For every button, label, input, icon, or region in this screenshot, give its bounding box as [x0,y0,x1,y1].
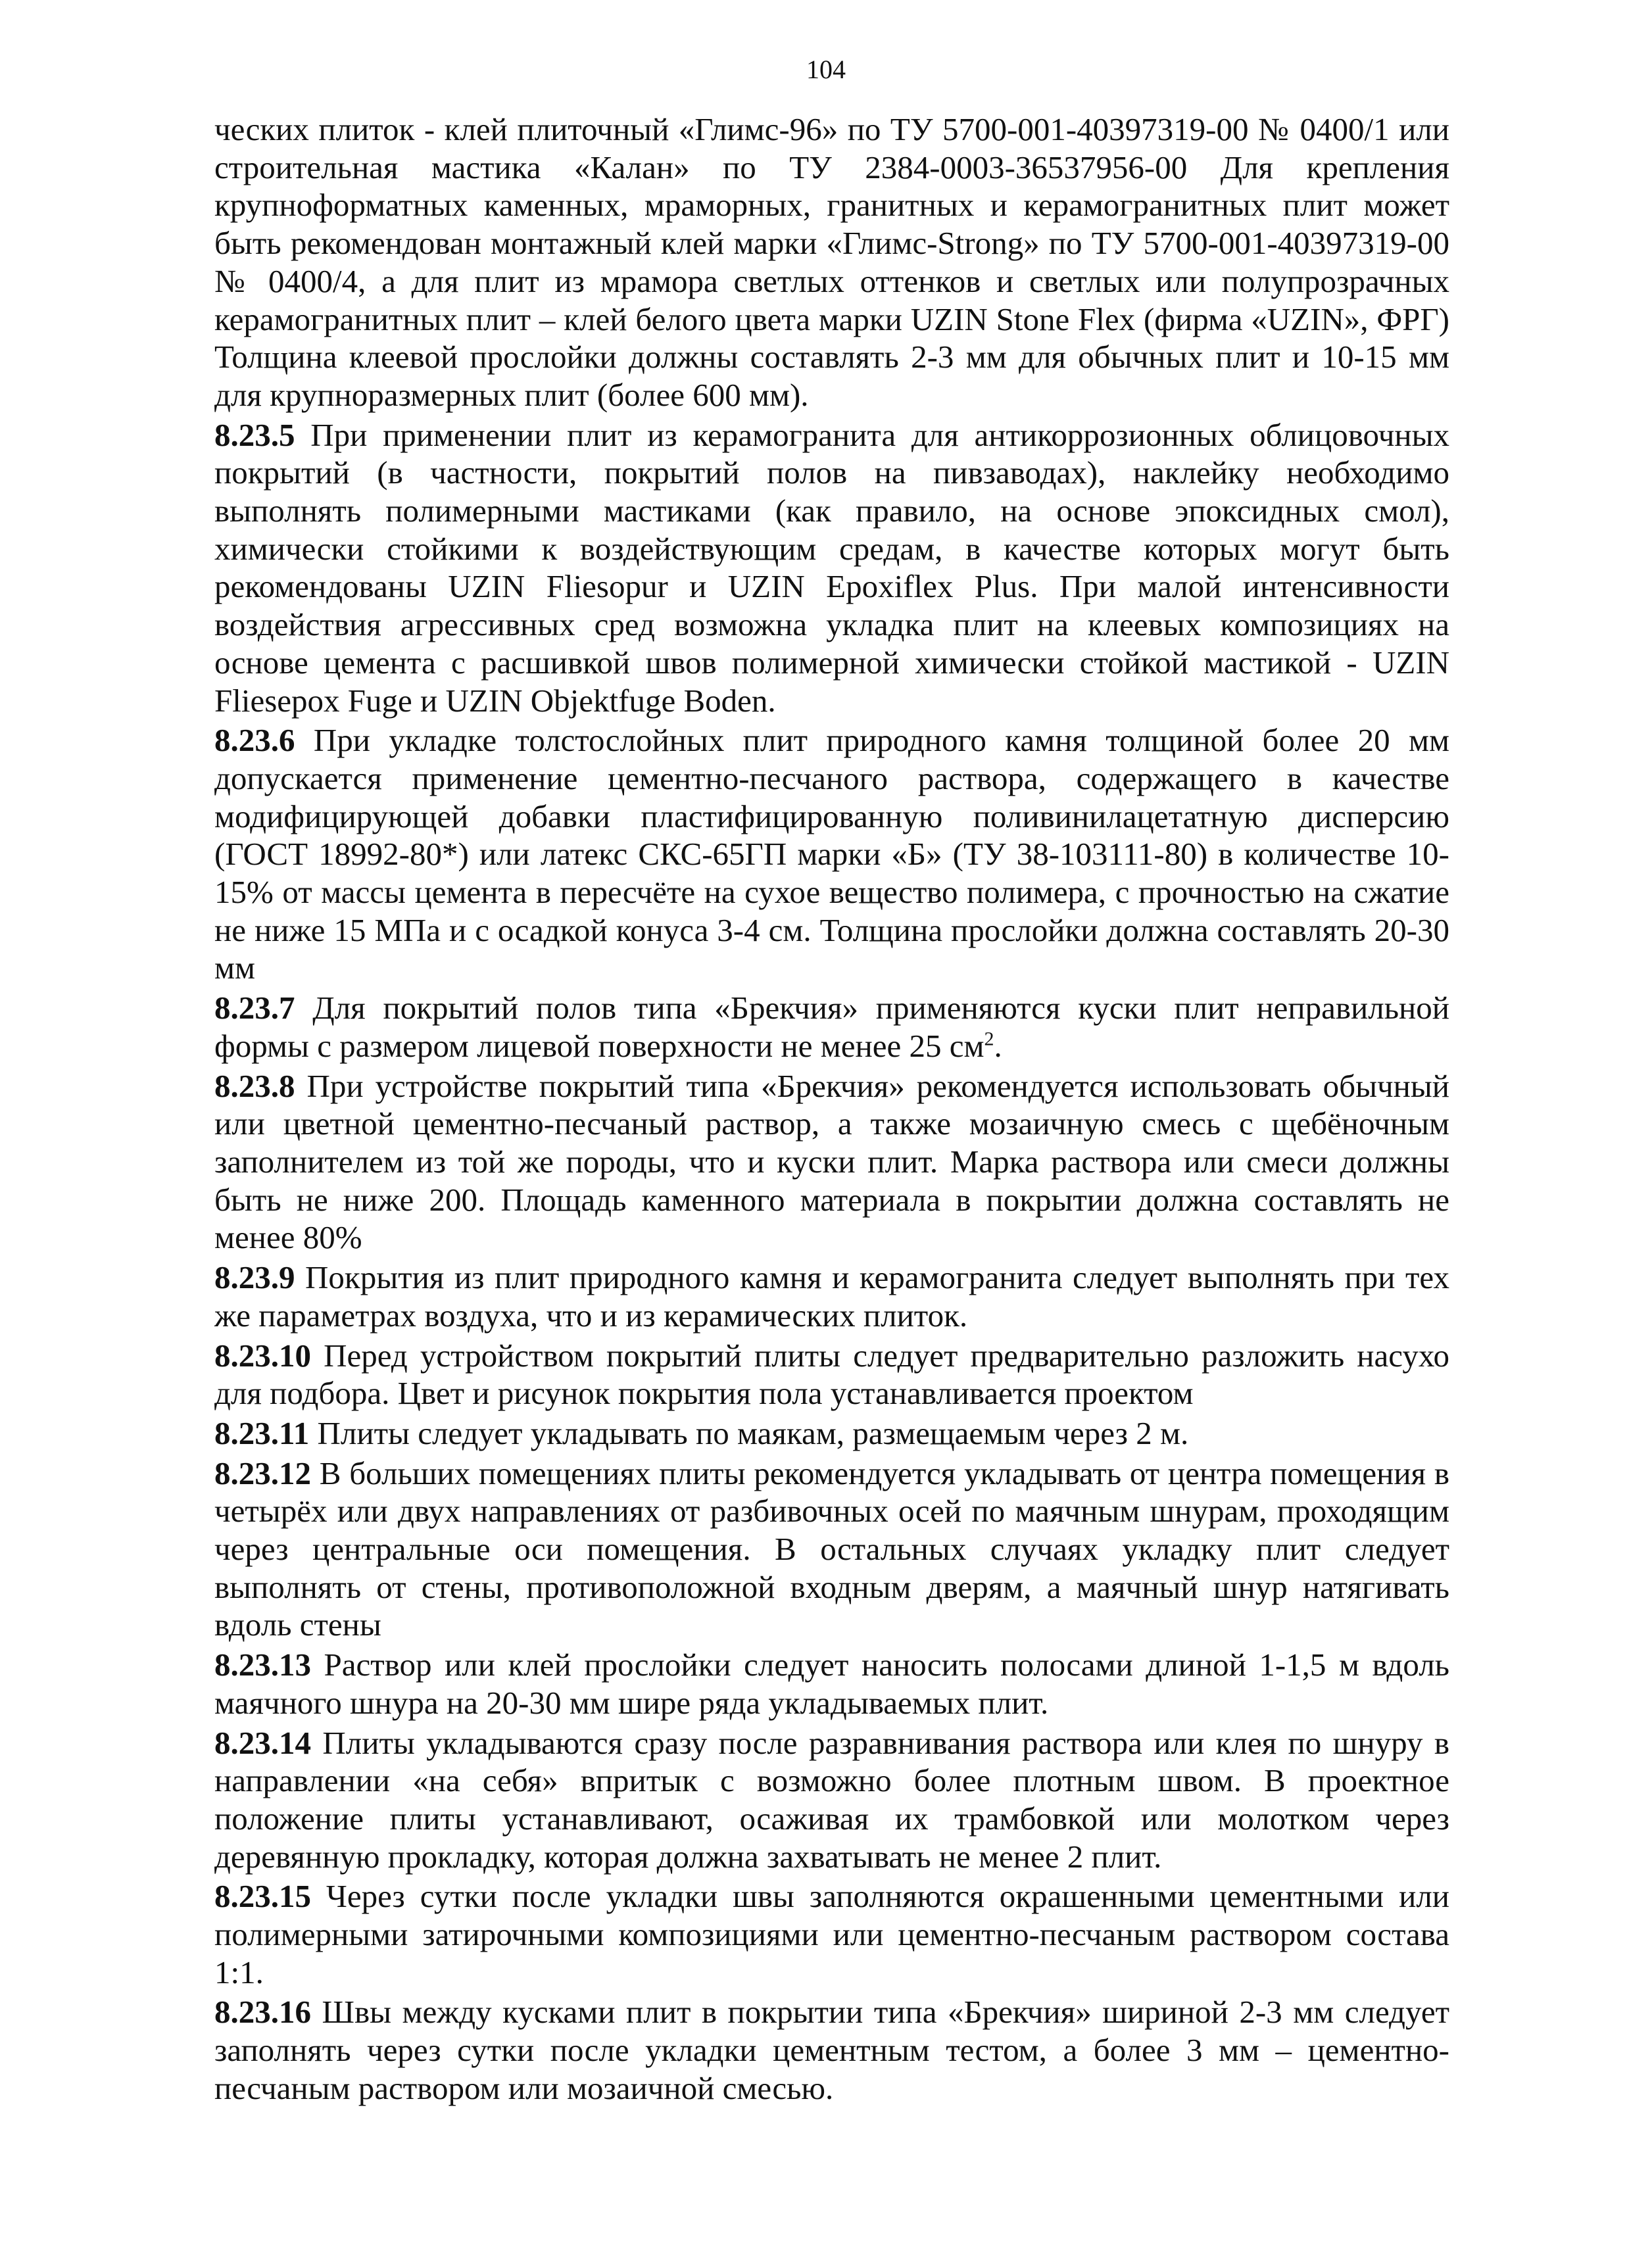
paragraph-text: Раствор или клей прослойки следует наносить полосами длиной 1-1,5 м вдоль маячного шнура на 20-30 мм шире ряда укладываемых плит. [214,1647,1449,1721]
paragraph-number: 8.23.10 [214,1337,311,1374]
paragraph-text: Перед устройством покрытий плиты следует предварительно разложить насухо для подбора. Цвет и рисунок покрытия пола устанавливается проектом [214,1337,1450,1412]
paragraph-text: Плиты следует укладывать по маякам, размещаемым через 2 м. [317,1414,1189,1451]
paragraph-8-23-10 [214,1337,1449,1412]
paragraph-text: При укладке толстослойных плит природного камня толщиной более 20 мм допускается применение цементно-песчаного раствора, содержащего в качестве модифицирующей добавки пластифицированную поливинилацетатную дисперсию (ГОСТ 18992-80*) или латекс СКС-65ГП марки «Б» (ТУ 38-103111-80) в количестве 10-15% от массы цемента в пересчёте на сухое вещество полимера, с прочностью на сжатие не ниже 15 МПа и с осадкой конуса 3-4 см. Толщина прослойки должна составлять 20-30 мм [214,722,1449,986]
paragraph-8-23-5 [214,416,1449,720]
paragraph-text: Швы между кусками плит в покрытии типа «Брекчия» шириной 2-3 мм следует заполнять через сутки после укладки цементным тестом, а более 3 мм – цементно-песчаным раствором или мозаичной смесью. [214,1994,1450,2106]
paragraph-text: ческих плиток - клей плиточный «Глимс-96» по ТУ 5700-001-40397319-00 № 0400/1 или строительная мастика «Калан» по ТУ 2384-0003-36537956-00 Для крепления крупноформатных каменных, мраморных, гранитных и керамогранитных плит может быть рекомендован монтажный клей марки «Глимс-Strong» по ТУ 5700-001-40397319-00 № 0400/4, а для плит из мрамора светлых оттенков и светлых или полупрозрачных керамогранитных плит – клей белого цвета марки UZIN Stone Flex (фирма «UZIN», ФРГ) Толщина клеевой прослойки должны составлять 2-3 мм для обычных плит и 10-15 мм для крупноразмерных плит (более 600 мм). [214,111,1449,413]
paragraph-number: 8.23.5 [214,416,295,453]
paragraph-number: 8.23.13 [214,1647,311,1683]
paragraph-8-23-16 [214,1993,1449,2107]
paragraph-text: Через сутки после укладки швы заполняются окрашенными цементными или полимерными затирочными композициями или цементно-песчаным раствором состава 1:1. [214,1878,1450,1990]
paragraph-intro [214,110,1449,414]
paragraph-number: 8.23.14 [214,1724,311,1761]
paragraph-tail: . [994,1027,1002,1064]
paragraph-number: 8.23.11 [214,1414,310,1451]
paragraph-8-23-8 [214,1067,1449,1257]
paragraph-8-23-7 [214,989,1449,1065]
paragraph-text: В больших помещениях плиты рекомендуется укладывать от центра помещения в четырёх или двух направлениях от разбивочных осей по маячным шнурам, проходящим через центральные оси помещения. В остальных случаях укладку плит следует выполнять от стены, противоположной входным дверям, а маячный шнур натягивать вдоль стены [214,1455,1449,1643]
paragraph-8-23-6 [214,721,1449,987]
paragraph-number: 8.23.15 [214,1878,311,1915]
superscript: 2 [984,1028,994,1050]
paragraph-text: Плиты укладываются сразу после разравнивания раствора или клея по шнуру в направлении «на себя» впритык с возможно более плотным швом. В проектное положение плиты устанавливают, осаживая их трамбовкой или молотком через деревянную прокладку, которая должна захватывать не менее 2 плит. [214,1724,1449,1875]
paragraph-number: 8.23.6 [214,722,295,759]
paragraph-8-23-9 [214,1259,1449,1334]
paragraph-number: 8.23.9 [214,1259,295,1296]
page-number: 104 [806,55,846,84]
paragraph-text: Покрытия из плит природного камня и керамогранита следует выполнять при тех же параметрах воздуха, что и из керамических плиток. [214,1259,1449,1334]
paragraph-text: При устройстве покрытий типа «Брекчия» рекомендуется использовать обычный или цветной цементно-песчаный раствор, а также мозаичную смесь с щебёночным заполнителем из той же породы, что и куски плит. Марка раствора или смеси должны быть не ниже 200. Площадь каменного материала в покрытии должна составлять не менее 80% [214,1067,1450,1256]
paragraph-text: Для покрытий полов типа «Брекчия» применяются куски плит неправильной формы с размером лицевой поверхности не менее 25 см [214,990,1449,1064]
paragraph-8-23-14 [214,1724,1449,1876]
paragraph-8-23-12 [214,1455,1449,1645]
paragraph-8-23-13 [214,1646,1449,1722]
paragraph-8-23-15 [214,1877,1449,1991]
paragraph-8-23-11 [214,1414,1449,1453]
paragraph-number: 8.23.8 [214,1067,295,1104]
paragraph-text: При применении плит из керамогранита для антикоррозионных облицовочных покрытий (в частности, покрытий полов на пивзаводах), наклейку необходимо выполнять полимерными мастиками (как правило, на основе эпоксидных смол), химически стойкими к воздействующим средам, в качестве которых могут быть рекомендованы UZIN Fliesopur и UZIN Epoxiflex Plus. При малой интенсивности воздействия агрессивных сред возможна укладка плит на клеевых композициях на основе цемента с расшивкой швов полимерной химически стойкой мастикой - UZIN Fliesepox Fuge и UZIN Objektfuge Boden. [214,416,1450,719]
document-body [214,110,1449,2109]
paragraph-number: 8.23.7 [214,990,295,1026]
paragraph-number: 8.23.12 [214,1455,311,1491]
paragraph-number: 8.23.16 [214,1994,311,2031]
